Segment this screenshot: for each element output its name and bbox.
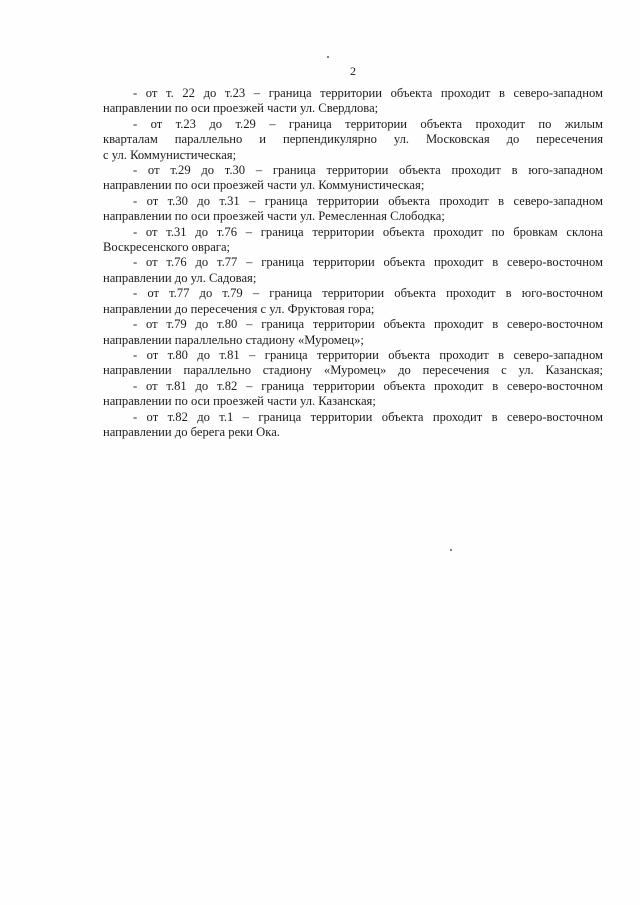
- paragraph-line: направлении по оси проезжей части ул. Коммунистическая;: [103, 178, 425, 193]
- boundary-paragraph: [103, 255, 603, 286]
- paragraph-line: - от т.23 до т.29 – граница территории объекта проходит по жилым: [133, 116, 603, 131]
- paragraph-line: направлении по оси проезжей части ул. Ремесленная Слободка;: [103, 209, 445, 224]
- boundary-paragraph: [103, 286, 603, 317]
- scan-speck: [327, 56, 329, 58]
- paragraph-line: направлении до ул. Садовая;: [103, 270, 257, 285]
- boundary-paragraph: [103, 163, 603, 194]
- boundary-paragraph: [103, 86, 603, 117]
- document-body: [103, 86, 603, 440]
- boundary-paragraph: [103, 379, 603, 410]
- paragraph-line: - от т.76 до т.77 – граница территории объекта проходит в северо-восточном: [133, 255, 603, 270]
- paragraph-line: направлении до берега реки Ока.: [103, 424, 280, 439]
- paragraph-line: направлении параллельно стадиону «Муромец»;: [103, 332, 364, 347]
- paragraph-line: - от т.82 до т.1 – граница территории объекта проходит в северо-восточном: [133, 409, 603, 424]
- page-number: 2: [350, 64, 356, 78]
- boundary-paragraph: [103, 410, 603, 441]
- paragraph-line: кварталам параллельно и перпендикулярно ул. Московская до пересечения: [103, 132, 603, 147]
- paragraph-line: - от т.29 до т.30 – граница территории объекта проходит в юго-западном: [133, 163, 603, 178]
- paragraph-line: - от т. 22 до т.23 – граница территории объекта проходит в северо-западном: [133, 86, 603, 100]
- paragraph-line: - от т.31 до т.76 – граница территории объекта проходит по бровкам склона: [133, 224, 603, 239]
- paragraph-line: - от т.77 до т.79 – граница территории объекта проходит в юго-восточном: [133, 286, 603, 301]
- paragraph-line: направлении по оси проезжей части ул. Свердлова;: [103, 101, 379, 116]
- scan-speck: [450, 549, 452, 551]
- paragraph-line: - от т.81 до т.82 – граница территории объекта проходит в северо-восточном: [133, 378, 603, 393]
- boundary-paragraph: [103, 117, 603, 163]
- paragraph-line: - от т.80 до т.81 – граница территории объекта проходит в северо-западном: [133, 347, 603, 362]
- paragraph-line: - от т.79 до т.80 – граница территории объекта проходит в северо-восточном: [133, 317, 603, 332]
- paragraph-line: Воскресенского оврага;: [103, 240, 231, 255]
- boundary-paragraph: [103, 225, 603, 256]
- paragraph-line: направлении параллельно стадиону «Муромец» до пересечения с ул. Казанская;: [103, 363, 603, 378]
- paragraph-line: с ул. Коммунистическая;: [103, 147, 237, 162]
- boundary-paragraph: [103, 317, 603, 348]
- paragraph-line: - от т.30 до т.31 – граница территории объекта проходит в северо-западном: [133, 193, 603, 208]
- boundary-paragraph: [103, 348, 603, 379]
- paragraph-line: направлении по оси проезжей части ул. Казанская;: [103, 394, 376, 409]
- boundary-paragraph: [103, 194, 603, 225]
- paragraph-line: направлении до пересечения с ул. Фруктовая гора;: [103, 301, 375, 316]
